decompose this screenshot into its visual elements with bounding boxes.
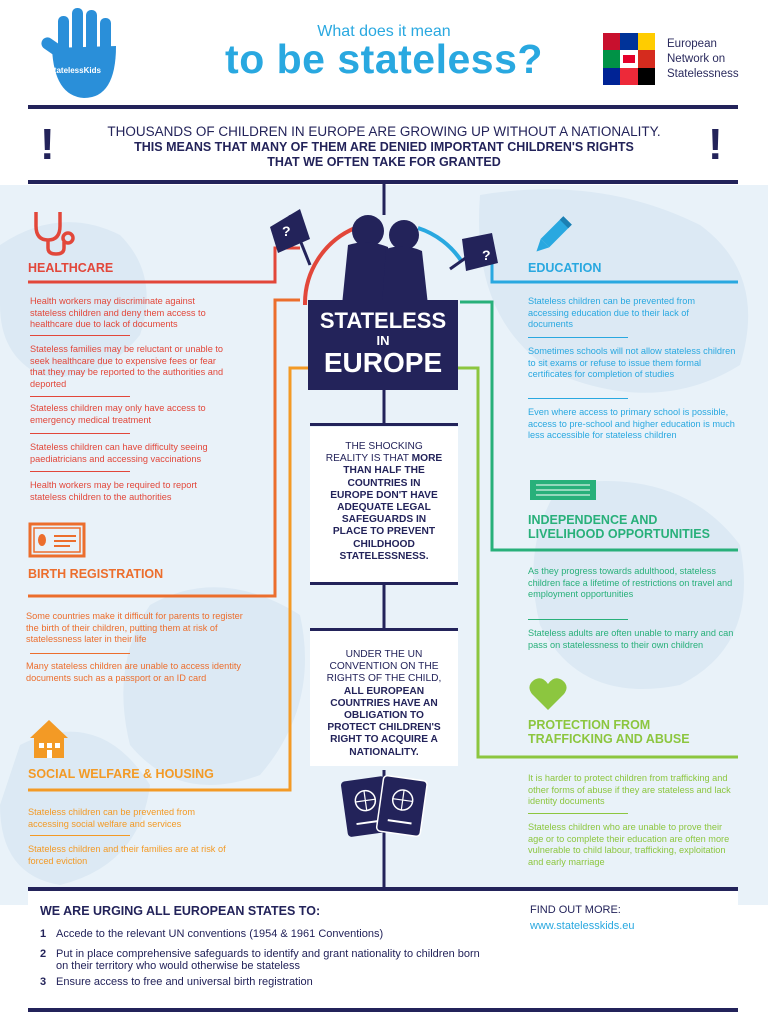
urge-item-1	[40, 928, 480, 940]
organisation-name	[667, 37, 757, 82]
box1-bold-6: PLACE TO PREVENT	[332, 526, 436, 538]
box2-bold-3: PROTECT CHILDREN'S	[327, 722, 441, 734]
independence-heading	[528, 513, 710, 541]
protection-item-1: It is harder to protect children from trafficking and other forms of abuse if they are stateless and lack identity documents	[528, 773, 731, 806]
banner-rule	[28, 180, 738, 184]
footer-bottom-rule	[28, 1008, 738, 1012]
question-mark-left: ?	[282, 223, 291, 239]
flags-cube-logo	[603, 33, 655, 85]
stateless-in-europe-box	[308, 300, 458, 390]
education-sep-1	[528, 337, 628, 338]
healthcare-sep-3	[30, 433, 130, 434]
independence-item-1: As they progress towards adulthood, stateless children face a lifetime of restrictions on travel and employment opportunities	[528, 566, 733, 599]
welfare-item-2: Stateless children and their families are at risk of forced eviction	[28, 844, 226, 866]
urge-text-2: Put in place comprehensive safeguards to identify and grant nationality to children born on their territory who would otherwise be stateless	[56, 948, 480, 972]
independence-heading-l2: LIVELIHOOD OPPORTUNITIES	[528, 527, 710, 541]
urge-num-2: 2	[40, 948, 47, 960]
exclamation-left: !	[40, 120, 55, 169]
urging-title: WE ARE URGING ALL EUROPEAN STATES TO:	[40, 904, 321, 918]
page-subtitle: What does it mean	[317, 23, 451, 40]
box2-bold-4: RIGHT TO ACQUIRE A	[330, 734, 438, 746]
box1-line-1: THE SHOCKING	[345, 441, 423, 452]
top-rule	[28, 105, 738, 109]
welfare-item-1: Stateless children can be prevented from accessing social welfare and services	[28, 807, 195, 829]
box1-bold-0: MORE	[411, 453, 443, 465]
box1-line-2-plain: REALITY IS THAT	[325, 453, 409, 465]
independence-heading-l1: INDEPENDENCE AND	[528, 513, 658, 527]
protection-heading-l2: TRAFFICKING AND ABUSE	[528, 732, 690, 746]
banner-headline: THOUSANDS OF CHILDREN IN EUROPE ARE GROWING UP WITHOUT A NATIONALITY.	[107, 124, 661, 139]
healthcare-item-3: Stateless children may only have access to emergency medical treatment	[30, 403, 206, 425]
org-line-3: Statelessness	[667, 68, 739, 80]
org-line-2: Network on	[667, 53, 726, 65]
birth-registration-heading: BIRTH REGISTRATION	[28, 567, 164, 581]
urge-text-1: Accede to the relevant UN conventions (1954 & 1961 Conventions)	[56, 928, 384, 940]
europe-label: EUROPE	[323, 347, 443, 378]
passports-icon	[340, 772, 430, 838]
in-label: IN	[376, 333, 390, 348]
social-welfare-heading: SOCIAL WELFARE & HOUSING	[28, 767, 214, 781]
urge-text-3: Ensure access to free and universal birth registration	[56, 976, 313, 988]
box2-plain-0: UNDER THE UN	[345, 649, 423, 660]
independence-sep-1	[528, 619, 628, 620]
stateless-label: STATELESS	[319, 308, 447, 333]
stethoscope-icon	[30, 208, 78, 258]
protection-heading-l1: PROTECTION FROM	[528, 718, 651, 732]
find-out-more-label: FIND OUT MORE:	[530, 904, 621, 916]
healthcare-sep-1	[30, 335, 130, 336]
box1-top-rule	[310, 423, 458, 426]
box2-plain-2: RIGHTS OF THE CHILD,	[326, 673, 442, 685]
box1-bold-3: EUROPE DON'T HAVE	[330, 489, 438, 501]
healthcare-heading: HEALTHCARE	[28, 261, 114, 275]
education-item-1: Stateless children can be prevented from accessing education due to their lack of documents	[528, 296, 695, 329]
website-link[interactable]: www.statelesskids.eu	[530, 920, 635, 932]
education-sep-2	[528, 398, 628, 399]
hashtag-label: #StatelessKids	[44, 66, 101, 75]
page-title: to be stateless?	[225, 36, 543, 82]
box1-bold-8: STATELESSNESS.	[339, 550, 429, 562]
healthcare-item-4: Stateless children can have difficulty seeing paediatricians and accessing vaccinations	[30, 442, 208, 464]
urge-num-3: 3	[40, 976, 47, 988]
healthcare-item-5: Health workers may be required to report stateless children to the authorities	[30, 480, 197, 502]
question-mark-right: ?	[482, 247, 491, 263]
box2-plain-1: CONVENTION ON THE	[329, 661, 439, 673]
protection-sep-1	[528, 813, 628, 814]
footer-top-rule	[28, 887, 738, 891]
heart-icon	[528, 676, 568, 712]
box1-line-2	[310, 453, 458, 465]
box1-bold-5: SAFEGUARDS IN	[341, 514, 427, 526]
healthcare-item-1: Health workers may discriminate against stateless children and deny them access to healthcare due to lack of documents	[30, 296, 206, 329]
box1-bold-2: COUNTRIES IN	[347, 477, 421, 489]
education-heading: EDUCATION	[528, 261, 602, 275]
healthcare-sep-2	[30, 396, 130, 397]
box1-bold-1: THAN HALF THE	[343, 465, 425, 477]
urge-item-3	[40, 976, 480, 988]
healthcare-item-2: Stateless families may be reluctant or unable to seek healthcare due to expensive fees or fear that they may be reported to the authorities and deported	[30, 344, 224, 389]
education-item-2: Sometimes schools will not allow stateless children to sit exams or refuse to issue them formal certificates for completion of studies	[528, 346, 736, 379]
pencil-icon	[530, 214, 574, 258]
house-icon	[28, 718, 70, 760]
independence-item-2: Stateless adults are often unable to marry and can pass on statelessness to their own children	[528, 628, 734, 650]
un-convention-box	[310, 631, 458, 766]
healthcare-sep-4	[30, 471, 130, 472]
protection-item-2: Stateless children who are unable to prove their age or to complete their education are often more vulnerable to child labour, trafficking, exploitation and early marriage	[528, 822, 730, 867]
money-icon	[528, 478, 598, 504]
box1-bold-4: ADEQUATE LEGAL	[337, 502, 431, 514]
exclamation-right: !	[708, 120, 723, 169]
birth-certificate-icon	[28, 520, 86, 560]
urge-item-2	[40, 948, 480, 972]
birth-sep-1	[30, 653, 130, 654]
welfare-sep-1	[30, 835, 130, 836]
education-item-3: Even where access to primary school is possible, access to pre-school and higher education is much less accessible for stateless children	[528, 407, 735, 440]
box1-bottom-rule	[310, 582, 458, 585]
birth-item-1: Some countries make it difficult for parents to register the birth of their children, putting them at risk of statelessness later in their life	[26, 611, 243, 644]
shocking-reality-box	[310, 427, 458, 583]
box1-bold-7: CHILDHOOD	[353, 538, 415, 550]
banner-subline-1: THIS MEANS THAT MANY OF THEM ARE DENIED IMPORTANT CHILDREN'S RIGHTS	[134, 140, 634, 154]
box2-bold-0: ALL EUROPEAN	[343, 685, 425, 697]
box2-bold-5: NATIONALITY.	[349, 746, 419, 758]
banner-subline	[60, 140, 708, 170]
urge-num-1: 1	[40, 928, 47, 940]
protection-heading	[528, 718, 690, 746]
banner-subline-2: THAT WE OFTEN TAKE FOR GRANTED	[267, 155, 501, 169]
children-flags-illustration	[270, 205, 500, 315]
org-line-1: European	[667, 38, 717, 50]
box2-bold-2: OBLIGATION TO	[344, 710, 424, 722]
birth-item-2: Many stateless children are unable to access identity documents such as a passport or an ID card	[26, 661, 242, 683]
box2-bold-1: COUNTRIES HAVE AN	[330, 697, 438, 709]
